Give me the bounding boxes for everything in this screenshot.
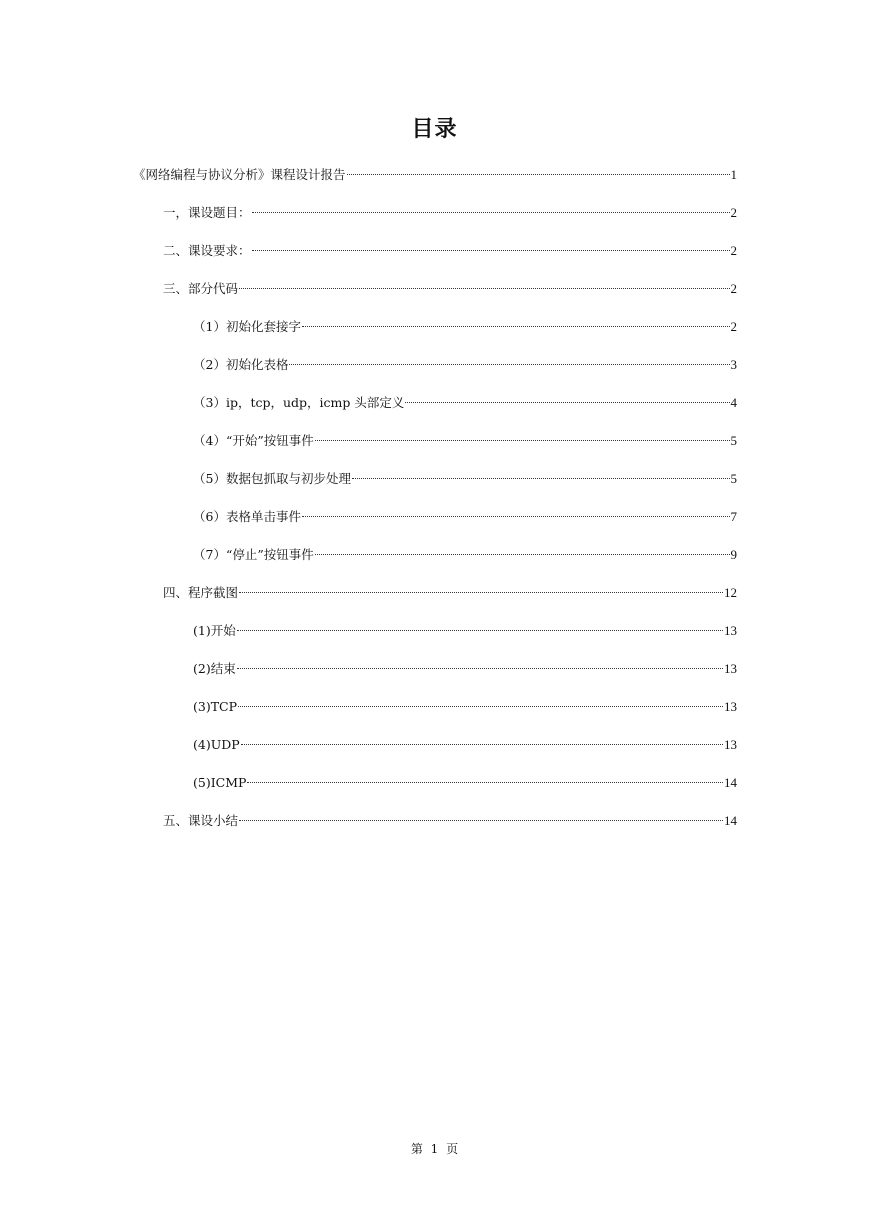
toc-page-number: 7 [730, 509, 737, 524]
toc-page-number: 13 [724, 623, 737, 638]
toc-entry-label: (5)ICMP [193, 775, 247, 790]
toc-leader-dots [315, 440, 730, 441]
toc-leader-dots [239, 592, 723, 593]
toc-entry-3-4[interactable] [193, 431, 737, 451]
toc-entry-4-3[interactable] [193, 697, 737, 717]
toc-entry-3-6[interactable] [193, 507, 737, 527]
toc-page-number: 3 [730, 357, 737, 372]
toc-entry-3-2[interactable] [193, 355, 737, 375]
toc-leader-dots [352, 478, 730, 479]
toc-entry-section-1[interactable] [163, 203, 737, 223]
toc-entry-section-5[interactable] [163, 811, 737, 831]
toc-leader-dots [238, 706, 723, 707]
toc-entry-label: （6）表格单击事件 [193, 509, 301, 524]
toc-entry-label: (1)开始 [193, 623, 236, 638]
toc-leader-dots [247, 782, 723, 783]
toc-page-number: 13 [724, 699, 737, 714]
toc-entry-3-3[interactable] [193, 393, 737, 413]
toc-page-number: 14 [724, 775, 737, 790]
toc-leader-dots [347, 174, 730, 175]
toc-page-number: 9 [730, 547, 737, 562]
toc-page-number: 2 [730, 319, 737, 334]
toc-entry-label: （1）初始化套接字 [193, 319, 301, 334]
toc-leader-dots [241, 744, 723, 745]
toc-page-number: 13 [724, 737, 737, 752]
toc-entry-label: （4）“开始”按钮事件 [193, 433, 314, 448]
toc-entry-section-2[interactable] [163, 241, 737, 261]
toc-entry-label: （7）“停止”按钮事件 [193, 547, 314, 562]
toc-leader-dots [237, 668, 723, 669]
toc-entry-label: 四、程序截图 [163, 585, 239, 600]
toc-entry-label: 三、部分代码 [163, 281, 239, 296]
toc-entry-4-1[interactable] [193, 621, 737, 641]
page-footer: 第 1 页 [410, 1142, 459, 1156]
toc-entry-label: （2）初始化表格 [193, 357, 289, 372]
toc-leader-dots [405, 402, 729, 403]
toc-leader-dots [289, 364, 729, 365]
toc-page-number: 14 [724, 813, 737, 828]
toc-page-number: 2 [730, 281, 737, 296]
toc-entry-label: 《网络编程与协议分析》课程设计报告 [133, 167, 346, 182]
toc-page-number: 12 [724, 585, 737, 600]
toc-page-number: 1 [730, 167, 737, 182]
toc-entry-label: 二、课设要求： [163, 243, 251, 258]
toc-leader-dots [315, 554, 730, 555]
toc-entry-4-5[interactable] [193, 773, 737, 793]
toc-page-number: 13 [724, 661, 737, 676]
toc-leader-dots [239, 288, 729, 289]
toc-entry-label: (3)TCP [193, 699, 238, 714]
toc-page-number: 5 [730, 433, 737, 448]
toc-leader-dots [302, 326, 730, 327]
toc-leader-dots [252, 250, 730, 251]
toc-title: 目录 [411, 117, 458, 142]
toc-entry-label: （5）数据包抓取与初步处理 [193, 471, 351, 486]
toc-entry-report-title[interactable] [133, 165, 737, 185]
toc-leader-dots [237, 630, 723, 631]
toc-entry-3-1[interactable] [193, 317, 737, 337]
toc-entry-section-4[interactable] [163, 583, 737, 603]
toc-leader-dots [302, 516, 730, 517]
toc-page-number: 2 [730, 205, 737, 220]
toc-entry-4-4[interactable] [193, 735, 737, 755]
toc-entry-4-2[interactable] [193, 659, 737, 679]
toc-page-number: 4 [730, 395, 737, 410]
toc-entry-label: （3）ip，tcp，udp，icmp 头部定义 [193, 395, 405, 410]
toc-entry-label: 五、课设小结 [163, 813, 239, 828]
toc-entry-label: (2)结束 [193, 661, 236, 676]
toc-entry-3-5[interactable] [193, 469, 737, 489]
toc-leader-dots [239, 820, 723, 821]
toc-leader-dots [252, 212, 730, 213]
toc-entry-label: 一，课设题目： [163, 205, 251, 220]
toc-entry-3-7[interactable] [193, 545, 737, 565]
toc-entry-section-3[interactable] [163, 279, 737, 299]
toc-page-number: 5 [730, 471, 737, 486]
toc-entry-label: (4)UDP [193, 737, 240, 752]
toc-page-number: 2 [730, 243, 737, 258]
